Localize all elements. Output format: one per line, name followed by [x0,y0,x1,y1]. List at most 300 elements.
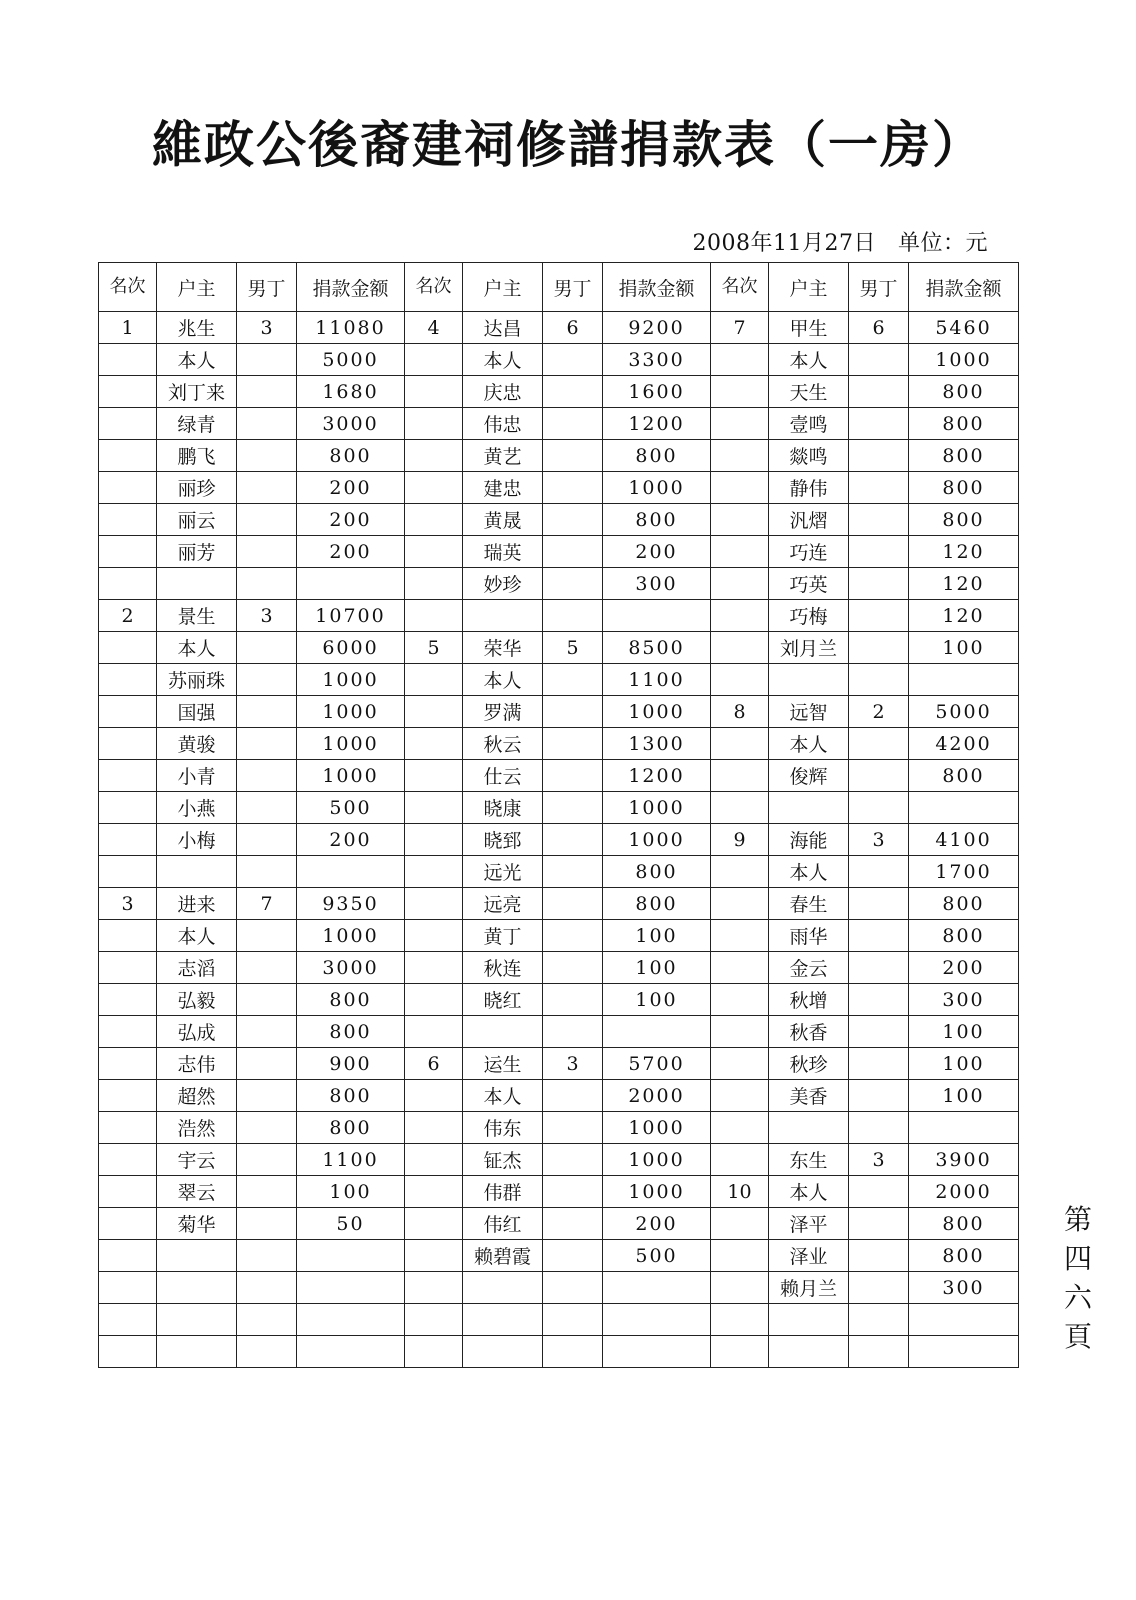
amount-cell: 2000 [603,1080,711,1112]
table-row [99,1080,1019,1112]
males-cell [849,984,909,1016]
males-cell [543,888,603,920]
rank-cell [405,536,463,568]
household-cell: 秋珍 [769,1048,849,1080]
household-cell [769,1304,849,1336]
rank-cell [711,888,769,920]
males-cell [543,952,603,984]
amount-cell: 300 [909,1272,1019,1304]
amount-cell: 100 [909,632,1019,664]
amount-cell: 800 [909,1208,1019,1240]
household-cell: 妙珍 [463,568,543,600]
household-cell [463,1336,543,1368]
household-cell [769,1336,849,1368]
amount-cell: 2000 [909,1176,1019,1208]
amount-cell: 1000 [603,1144,711,1176]
amount-cell: 500 [297,792,405,824]
header-males: 男丁 [849,263,909,312]
household-cell: 达昌 [463,312,543,344]
rank-cell [99,1272,157,1304]
household-cell: 荣华 [463,632,543,664]
males-cell [237,760,297,792]
males-cell [849,1304,909,1336]
household-cell: 海能 [769,824,849,856]
males-cell [237,1304,297,1336]
rank-cell [99,1208,157,1240]
males-cell [237,856,297,888]
rank-cell [711,1016,769,1048]
males-cell [237,536,297,568]
donation-table [98,262,1019,1368]
household-cell: 美香 [769,1080,849,1112]
males-cell [237,1208,297,1240]
household-cell: 黄晟 [463,504,543,536]
males-cell [543,1144,603,1176]
household-cell: 超然 [157,1080,237,1112]
header-males: 男丁 [543,263,603,312]
rank-cell: 6 [405,1048,463,1080]
header-amount: 捐款金额 [909,263,1019,312]
rank-cell [711,600,769,632]
amount-cell: 800 [909,376,1019,408]
rank-cell: 7 [711,312,769,344]
amount-cell: 1200 [603,408,711,440]
amount-cell: 1000 [297,664,405,696]
page-mark-char: 六 [1063,1281,1092,1314]
table-row [99,472,1019,504]
amount-cell: 800 [603,504,711,536]
amount-cell: 3000 [297,408,405,440]
amount-cell: 800 [909,440,1019,472]
males-cell [543,792,603,824]
household-cell [463,600,543,632]
males-cell [237,984,297,1016]
household-cell: 甲生 [769,312,849,344]
household-cell [463,1304,543,1336]
amount-cell: 1600 [603,376,711,408]
males-cell [849,920,909,952]
rank-cell: 10 [711,1176,769,1208]
rank-cell [405,472,463,504]
amount-cell [603,1272,711,1304]
males-cell [237,1176,297,1208]
household-cell: 宇云 [157,1144,237,1176]
males-cell [849,1080,909,1112]
household-cell: 进来 [157,888,237,920]
males-cell [237,1240,297,1272]
rank-cell [711,1112,769,1144]
table-row [99,440,1019,472]
rank-cell [711,1048,769,1080]
amount-cell: 800 [909,504,1019,536]
rank-cell [711,728,769,760]
amount-cell: 100 [909,1080,1019,1112]
amount-cell: 200 [297,824,405,856]
males-cell [849,1336,909,1368]
amount-cell [297,568,405,600]
rank-cell [405,1080,463,1112]
rank-cell [99,1336,157,1368]
rank-cell [405,792,463,824]
household-cell: 庆忠 [463,376,543,408]
rank-cell [99,952,157,984]
amount-cell: 9350 [297,888,405,920]
males-cell [237,568,297,600]
males-cell [543,760,603,792]
amount-cell: 1000 [297,696,405,728]
household-cell: 兆生 [157,312,237,344]
table-row [99,888,1019,920]
males-cell [543,1080,603,1112]
rank-cell [405,1176,463,1208]
males-cell: 3 [543,1048,603,1080]
males-cell [849,376,909,408]
amount-cell: 1200 [603,760,711,792]
males-cell [849,952,909,984]
household-cell: 本人 [157,632,237,664]
males-cell [543,408,603,440]
amount-cell: 800 [909,408,1019,440]
amount-cell: 1000 [297,920,405,952]
amount-cell: 120 [909,568,1019,600]
amount-cell: 120 [909,536,1019,568]
household-cell: 伟忠 [463,408,543,440]
males-cell [543,472,603,504]
rank-cell [99,1176,157,1208]
date-unit-line [671,226,989,257]
amount-cell: 3300 [603,344,711,376]
header-household: 户主 [157,263,237,312]
rank-cell [99,376,157,408]
rank-cell: 4 [405,312,463,344]
rank-cell [99,568,157,600]
amount-cell: 100 [909,1048,1019,1080]
table-row [99,376,1019,408]
males-cell [237,696,297,728]
rank-cell [405,1272,463,1304]
rank-cell [405,856,463,888]
males-cell [237,1336,297,1368]
amount-cell: 1000 [297,760,405,792]
rank-cell [405,920,463,952]
amount-cell: 8500 [603,632,711,664]
rank-cell [405,1304,463,1336]
rank-cell [711,536,769,568]
household-cell: 丽珍 [157,472,237,504]
header-household: 户主 [463,263,543,312]
amount-cell: 200 [297,504,405,536]
household-cell: 静伟 [769,472,849,504]
males-cell [543,440,603,472]
males-cell [849,856,909,888]
household-cell [157,1304,237,1336]
table-row [99,728,1019,760]
amount-cell [909,1304,1019,1336]
household-cell: 泽业 [769,1240,849,1272]
household-cell: 本人 [463,664,543,696]
amount-cell: 100 [909,1016,1019,1048]
rank-cell [99,824,157,856]
amount-cell: 10700 [297,600,405,632]
rank-cell [711,1272,769,1304]
household-cell: 雨华 [769,920,849,952]
rank-cell [99,632,157,664]
amount-cell: 800 [603,888,711,920]
males-cell [543,728,603,760]
household-cell: 运生 [463,1048,543,1080]
rank-cell: 5 [405,632,463,664]
header-males: 男丁 [237,263,297,312]
rank-cell [711,1240,769,1272]
table-header-row [99,263,1019,312]
table-row [99,1016,1019,1048]
males-cell [237,1048,297,1080]
amount-cell: 6000 [297,632,405,664]
unit-text: 单位：元 [897,231,988,256]
amount-cell: 100 [603,984,711,1016]
household-cell: 伟红 [463,1208,543,1240]
rank-cell [99,664,157,696]
household-cell: 赖碧霞 [463,1240,543,1272]
males-cell [543,984,603,1016]
rank-cell [405,344,463,376]
amount-cell: 1000 [603,696,711,728]
males-cell [543,1208,603,1240]
household-cell: 小燕 [157,792,237,824]
males-cell [237,1144,297,1176]
amount-cell: 3900 [909,1144,1019,1176]
males-cell [543,1112,603,1144]
males-cell [849,600,909,632]
rank-cell [711,440,769,472]
rank-cell [405,1240,463,1272]
rank-cell [99,536,157,568]
household-cell: 巧连 [769,536,849,568]
household-cell: 志滔 [157,952,237,984]
amount-cell: 200 [603,536,711,568]
table-row [99,824,1019,856]
males-cell [543,376,603,408]
household-cell: 泽平 [769,1208,849,1240]
males-cell [237,344,297,376]
males-cell [543,1016,603,1048]
header-rank: 名次 [99,263,157,312]
rank-cell [99,440,157,472]
males-cell [543,856,603,888]
household-cell: 巧梅 [769,600,849,632]
amount-cell: 300 [603,568,711,600]
males-cell [849,344,909,376]
rank-cell [711,952,769,984]
males-cell [237,664,297,696]
amount-cell: 500 [603,1240,711,1272]
amount-cell: 120 [909,600,1019,632]
household-cell: 本人 [463,344,543,376]
household-cell: 本人 [157,920,237,952]
males-cell [237,1112,297,1144]
rank-cell [405,1112,463,1144]
table-row [99,632,1019,664]
males-cell [237,728,297,760]
males-cell [849,440,909,472]
males-cell: 6 [543,312,603,344]
amount-cell: 800 [909,760,1019,792]
males-cell [849,792,909,824]
household-cell: 刘月兰 [769,632,849,664]
males-cell [543,504,603,536]
rank-cell [99,344,157,376]
rank-cell [99,792,157,824]
amount-cell [297,1336,405,1368]
rank-cell [711,504,769,536]
household-cell: 刘丁来 [157,376,237,408]
household-cell [157,568,237,600]
table-body [99,312,1019,1368]
amount-cell: 1100 [603,664,711,696]
household-cell [157,1272,237,1304]
household-cell: 金云 [769,952,849,984]
males-cell [237,504,297,536]
amount-cell: 100 [603,920,711,952]
table-row [99,600,1019,632]
amount-cell: 200 [909,952,1019,984]
household-cell: 本人 [157,344,237,376]
males-cell [849,1048,909,1080]
household-cell [769,1112,849,1144]
rank-cell [405,664,463,696]
household-cell: 秋云 [463,728,543,760]
amount-cell: 800 [297,1016,405,1048]
household-cell: 钲杰 [463,1144,543,1176]
amount-cell: 1000 [909,344,1019,376]
males-cell [849,632,909,664]
rank-cell [405,1208,463,1240]
rank-cell [711,568,769,600]
table-row [99,408,1019,440]
males-cell [849,1016,909,1048]
rank-cell [99,408,157,440]
household-cell: 志伟 [157,1048,237,1080]
household-cell [769,792,849,824]
males-cell [237,952,297,984]
males-cell [849,888,909,920]
rank-cell [711,408,769,440]
amount-cell: 800 [909,472,1019,504]
rank-cell [405,600,463,632]
table-row [99,1336,1019,1368]
rank-cell [405,1336,463,1368]
household-cell: 汎熠 [769,504,849,536]
rank-cell [99,1080,157,1112]
males-cell [237,472,297,504]
household-cell: 景生 [157,600,237,632]
males-cell [849,1240,909,1272]
household-cell: 丽云 [157,504,237,536]
page-mark-char: 頁 [1063,1320,1092,1353]
amount-cell [909,1112,1019,1144]
amount-cell [297,1304,405,1336]
rank-cell [711,1144,769,1176]
amount-cell: 200 [297,472,405,504]
rank-cell [405,1144,463,1176]
rank-cell [99,1048,157,1080]
household-cell: 本人 [769,344,849,376]
household-cell: 本人 [769,728,849,760]
amount-cell: 900 [297,1048,405,1080]
amount-cell: 5000 [297,344,405,376]
males-cell [849,664,909,696]
rank-cell [711,1304,769,1336]
rank-cell [711,472,769,504]
household-cell: 丽芳 [157,536,237,568]
table-row [99,1208,1019,1240]
males-cell [849,536,909,568]
rank-cell [405,504,463,536]
amount-cell [603,600,711,632]
males-cell [543,1272,603,1304]
household-cell: 仕云 [463,760,543,792]
amount-cell: 4100 [909,824,1019,856]
rank-cell [405,952,463,984]
amount-cell: 9200 [603,312,711,344]
males-cell [543,696,603,728]
header-rank: 名次 [405,263,463,312]
rank-cell [99,1112,157,1144]
amount-cell: 11080 [297,312,405,344]
males-cell [543,824,603,856]
males-cell [543,536,603,568]
amount-cell: 1100 [297,1144,405,1176]
males-cell [543,1336,603,1368]
household-cell: 晓郅 [463,824,543,856]
household-cell [157,856,237,888]
males-cell [849,1176,909,1208]
rank-cell [711,1080,769,1112]
males-cell [849,728,909,760]
rank-cell [99,728,157,760]
amount-cell: 1000 [603,824,711,856]
amount-cell: 800 [297,1080,405,1112]
males-cell [849,1208,909,1240]
amount-cell: 800 [603,440,711,472]
rank-cell [711,984,769,1016]
males-cell [543,1240,603,1272]
males-cell [237,408,297,440]
household-cell: 东生 [769,1144,849,1176]
amount-cell: 100 [603,952,711,984]
household-cell: 本人 [769,1176,849,1208]
table-row [99,952,1019,984]
males-cell [849,568,909,600]
table-row [99,1112,1019,1144]
household-cell: 俊辉 [769,760,849,792]
rank-cell [405,728,463,760]
amount-cell: 1000 [603,1112,711,1144]
household-cell: 远智 [769,696,849,728]
household-cell: 菊华 [157,1208,237,1240]
amount-cell [603,1304,711,1336]
household-cell: 绿青 [157,408,237,440]
males-cell [237,1272,297,1304]
rank-cell [711,632,769,664]
rank-cell [99,856,157,888]
rank-cell: 2 [99,600,157,632]
amount-cell: 200 [297,536,405,568]
males-cell: 3 [237,312,297,344]
table-row [99,984,1019,1016]
amount-cell [297,856,405,888]
table-row [99,856,1019,888]
